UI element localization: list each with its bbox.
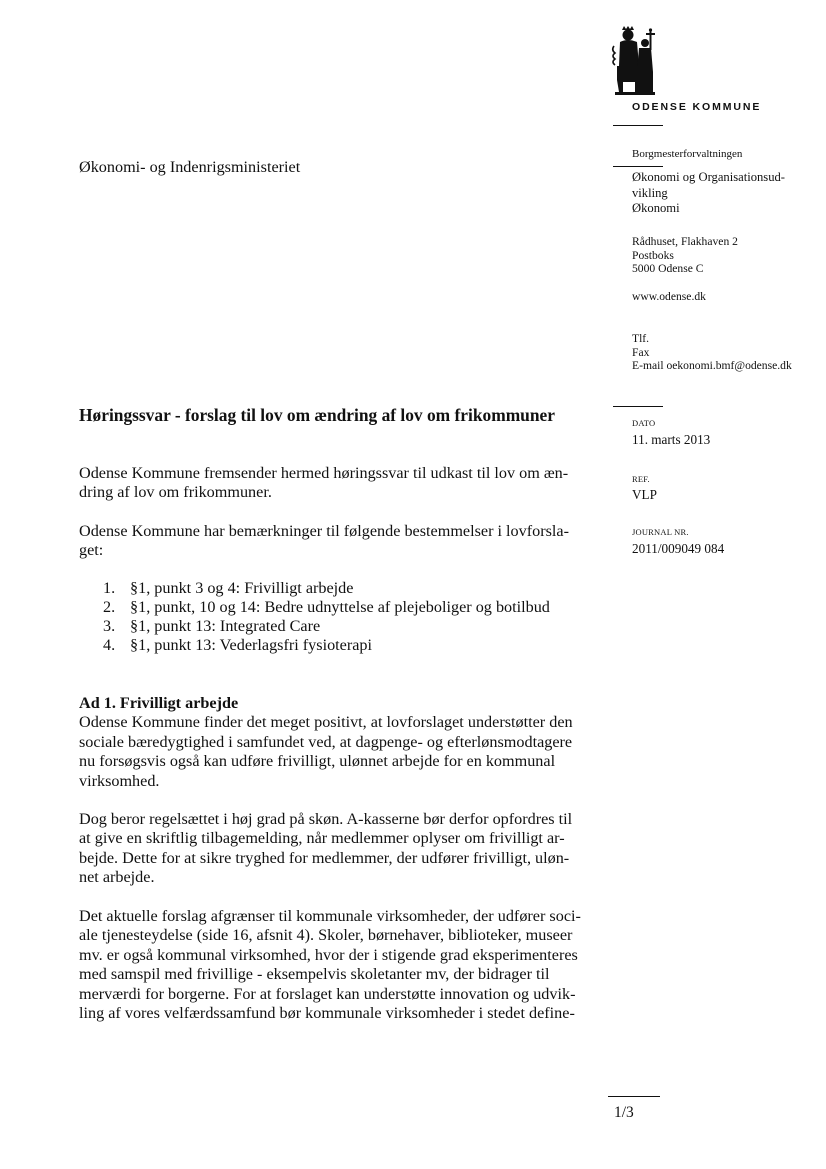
paragraph-line: net arbejde.	[79, 868, 155, 887]
phone-label: Tlf.	[632, 332, 650, 345]
journal-label: JOURNAL NR.	[632, 527, 689, 537]
email-line[interactable]: E-mail oekonomi.bmf@odense.dk	[632, 359, 792, 373]
sender-unit-line: Økonomi og Organisationsud-	[632, 170, 785, 184]
paragraph-line: med samspil med frivillige - eksempelvis skoletanter mv, der bidrager til	[79, 965, 550, 984]
recipient: Økonomi- og Indenrigsministeriet	[79, 158, 301, 176]
list-item	[103, 636, 372, 655]
paragraph-line: bejde. Dette for at sikre tryghed for medlemmer, der udfører frivilligt, uløn-	[79, 848, 570, 867]
list-number: 4.	[103, 636, 116, 654]
ref-label: REF.	[632, 474, 650, 484]
address-line: 5000 Odense C	[632, 262, 704, 276]
list-item	[103, 579, 353, 598]
paragraph-line: at give en skriftlig tilbagemelding, når medlemmer oplyser om frivilligt ar-	[79, 829, 565, 848]
paragraph-line: dring af lov om frikommuner.	[79, 483, 272, 502]
paragraph-3	[79, 907, 595, 1023]
paragraph-line: ling af vores velfærdssamfund bør kommunale virksomheder i stedet define-	[79, 1004, 575, 1023]
list-number: 1.	[103, 579, 116, 597]
sender-unit-line: vikling	[632, 185, 668, 200]
address-line: Postboks	[632, 248, 674, 262]
section-heading: Ad 1. Frivilligt arbejde	[79, 694, 239, 712]
list-text: §1, punkt, 10 og 14: Bedre udnyttelse af plejeboliger og botilbud	[130, 598, 550, 616]
page-number: 1/3	[614, 1104, 634, 1121]
paragraph-line: Odense Kommune fremsender hermed høringssvar til udkast til lov om æn-	[79, 464, 569, 482]
paragraph-line: ale tjenesteydelse (side 16, afsnit 4). Skoler, børnehaver, biblioteker, museer	[79, 926, 573, 945]
journal-value: 2011/009049 084	[632, 541, 725, 556]
meta-divider	[613, 406, 663, 407]
list-text: §1, punkt 13: Vederlagsfri fysioterapi	[130, 636, 373, 654]
sender-address	[632, 235, 738, 276]
list-text: §1, punkt 13: Integrated Care	[130, 617, 321, 635]
sender-unit-line: Økonomi	[632, 201, 680, 216]
paragraph-line: mv. er også kommunal virksomhed, hvor der i stigende grad eksperimenteres	[79, 945, 578, 964]
letter-subject: Høringssvar - forslag til lov om ændring af lov om frikommuner	[79, 405, 555, 425]
paragraph-line: Det aktuelle forslag afgrænser til kommunale virksomheder, der udfører soci-	[79, 907, 581, 925]
paragraph-line: Odense Kommune finder det meget positivt, at lovforslaget understøtter den	[79, 713, 573, 732]
sender-department: Borgmesterforvaltningen	[632, 148, 743, 160]
paragraph-line: sociale bæredygtighed i samfundet ved, at dagpenge- og efterlønsmodtagere	[79, 732, 573, 751]
date-label: DATO	[632, 418, 656, 428]
paragraph-line: Odense Kommune har bemærkninger til følgende bestemmelser i lovforsla-	[79, 522, 569, 540]
date-value: 11. marts 2013	[632, 432, 711, 447]
header-divider	[613, 125, 663, 126]
organization-name: ODENSE KOMMUNE	[632, 101, 762, 113]
sender-unit	[632, 170, 785, 217]
list-number: 2.	[103, 598, 116, 616]
sender-contact	[632, 332, 792, 373]
odense-coat-of-arms-logo	[611, 26, 661, 96]
list-item	[103, 617, 320, 636]
paragraph-2	[79, 810, 595, 888]
footer-divider	[608, 1096, 660, 1097]
list-number: 3.	[103, 617, 116, 635]
list-item	[103, 598, 550, 617]
list-text: §1, punkt 3 og 4: Frivilligt arbejde	[130, 579, 354, 597]
paragraph-line: merværdi for borgerne. For at forslaget kan understøtte innovation og udvik-	[79, 984, 576, 1003]
sender-website[interactable]: www.odense.dk	[632, 290, 706, 303]
section-frivilligt-arbejde	[79, 694, 595, 791]
fax-label: Fax	[632, 345, 650, 359]
paragraph-line: virksomhed.	[79, 771, 160, 790]
remarks-paragraph	[79, 522, 595, 561]
intro-paragraph	[79, 464, 595, 503]
sender-divider	[613, 166, 663, 167]
paragraph-line: nu forsøgsvis også kan udføre frivilligt, ulønnet arbejde for en kommunal	[79, 752, 556, 771]
paragraph-line: get:	[79, 541, 104, 560]
address-line: Rådhuset, Flakhaven 2	[632, 235, 738, 248]
ref-value: VLP	[632, 487, 657, 502]
paragraph-line: Dog beror regelsættet i høj grad på skøn. A-kasserne bør derfor opfordres til	[79, 810, 573, 828]
